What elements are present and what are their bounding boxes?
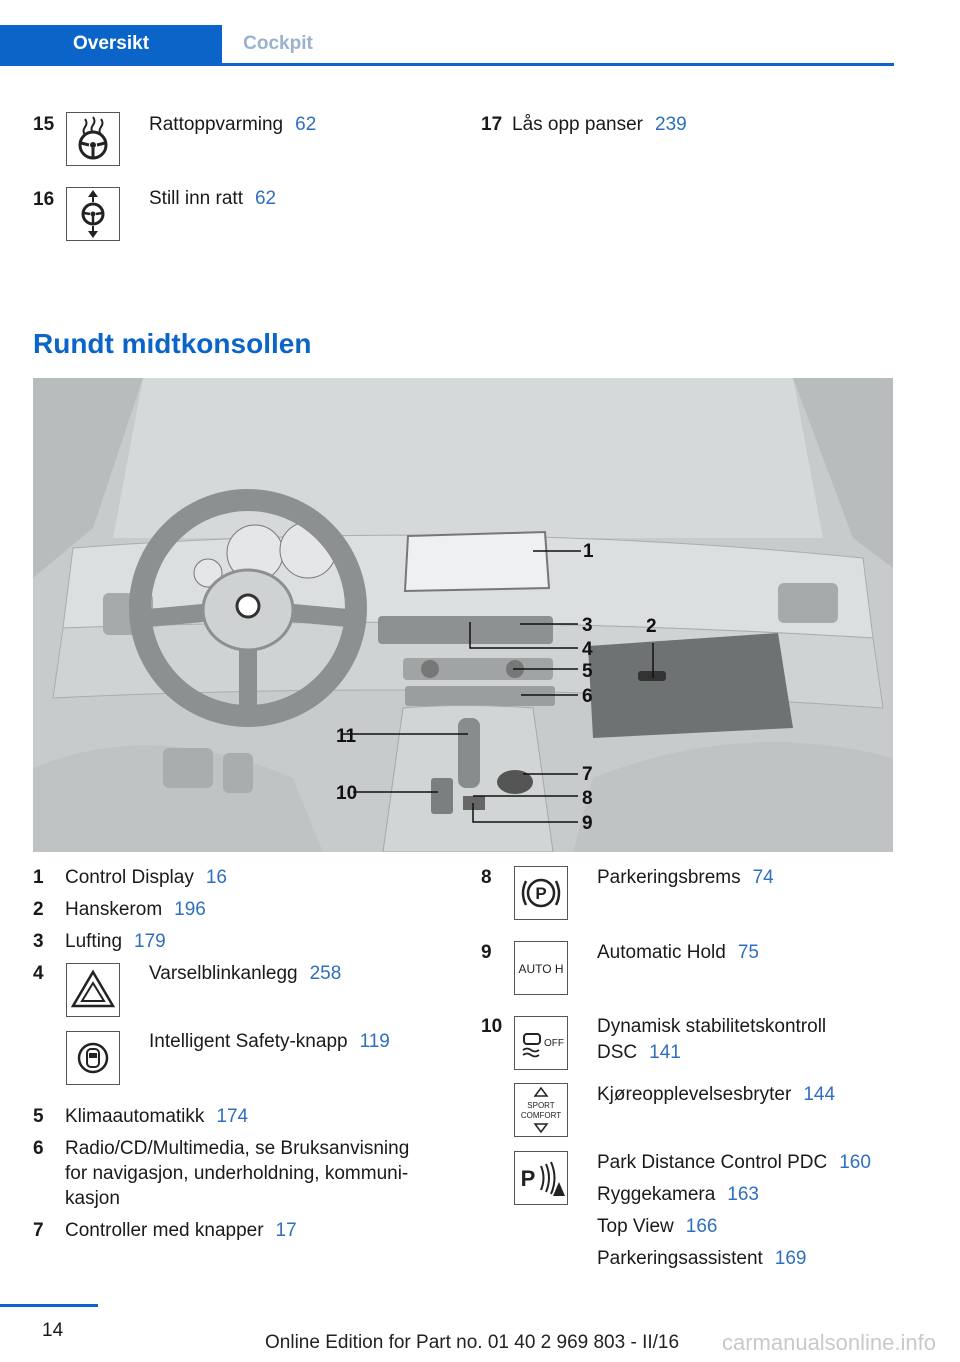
page-ref-link[interactable]: 74 — [752, 867, 774, 888]
item-text: Ryggekamera — [597, 1184, 716, 1205]
svg-text:P: P — [520, 1166, 536, 1191]
item-label — [597, 865, 774, 891]
item-number: 1 — [33, 867, 44, 888]
page-ref-link[interactable]: 239 — [655, 114, 687, 135]
item-number: 8 — [481, 867, 492, 888]
item-text: Kjøreopplevelsesbryter — [597, 1084, 792, 1105]
item-label — [597, 1150, 871, 1176]
callout-label: 2 — [646, 616, 657, 637]
dsc-off-icon — [514, 1016, 568, 1070]
item-text: Control Display — [65, 867, 194, 888]
item-number: 9 — [481, 942, 492, 963]
callout-label: 8 — [582, 788, 593, 809]
page-ref-link[interactable]: 258 — [309, 963, 342, 984]
item-text: Park Distance Control PDC — [597, 1152, 828, 1173]
item-number: 6 — [33, 1138, 44, 1159]
page-ref-link[interactable]: 163 — [727, 1184, 759, 1205]
hazard-triangle-icon — [66, 963, 120, 1017]
item-number: 15 — [33, 114, 55, 135]
page-ref-link[interactable]: 17 — [275, 1220, 297, 1241]
footer-rule — [0, 1304, 98, 1307]
item-label-line: kasjon — [65, 1188, 120, 1209]
page-ref-link[interactable]: 16 — [205, 867, 227, 888]
center-console-illustration — [33, 378, 893, 852]
svg-text:P: P — [535, 884, 547, 903]
page-ref-link[interactable]: 166 — [685, 1216, 718, 1237]
auto-hold-icon-text: AUTO H — [518, 962, 564, 976]
item-label — [65, 865, 227, 891]
item-label — [149, 186, 276, 212]
item-text: Parkeringsbrems — [597, 867, 741, 888]
item-label — [149, 1029, 390, 1055]
item-text: DSC — [597, 1042, 638, 1063]
item-text: Varselblinkanlegg — [149, 963, 298, 984]
page-ref-link[interactable]: 75 — [737, 942, 759, 963]
item-text: Still inn ratt — [149, 188, 243, 209]
item-text: Klimaautomatikk — [65, 1106, 205, 1127]
item-number: 3 — [33, 931, 44, 952]
page-ref-link[interactable]: 119 — [359, 1031, 390, 1052]
callout-label: 10 — [336, 783, 358, 804]
callout-label: 6 — [582, 686, 593, 707]
page-ref-link[interactable]: 160 — [839, 1152, 871, 1173]
item-label — [597, 1246, 807, 1272]
callout-label: 1 — [583, 541, 594, 562]
sport-comfort-icon — [514, 1083, 568, 1137]
item-text: Parkeringsassistent — [597, 1248, 763, 1269]
item-label — [597, 940, 759, 966]
intelligent-safety-icon — [66, 1031, 120, 1085]
auto-hold-icon — [514, 941, 568, 995]
tab-oversikt[interactable]: Oversikt — [0, 25, 222, 63]
callout-label: 5 — [582, 661, 593, 682]
item-label — [65, 1218, 297, 1244]
dsc-off-icon-text: OFF — [544, 1038, 564, 1049]
edition-text: Online Edition for Part no. 01 40 2 969 803 - II/16 — [265, 1332, 680, 1353]
page-ref-link[interactable]: 196 — [174, 899, 206, 920]
steering-adjust-icon — [66, 187, 120, 241]
page-ref-link[interactable]: 174 — [216, 1106, 249, 1127]
page-ref-link[interactable]: 169 — [774, 1248, 807, 1269]
item-number: 17 — [481, 114, 503, 135]
item-label — [65, 897, 206, 923]
item-number: 4 — [33, 963, 44, 984]
item-label: Dynamisk stabilitetskontroll — [597, 1016, 827, 1037]
item-label — [597, 1182, 759, 1208]
item-label — [65, 929, 166, 955]
page-ref-link[interactable]: 179 — [134, 931, 166, 952]
item-label — [65, 1104, 248, 1130]
pdc-icon — [514, 1151, 568, 1205]
item-label — [597, 1214, 717, 1240]
item-text: Automatic Hold — [597, 942, 726, 963]
sport-label: SPORT — [527, 1101, 555, 1110]
callout-label: 9 — [582, 813, 593, 834]
watermark: carmanualsonline.info — [721, 1330, 936, 1355]
item-text: Controller med knapper — [65, 1220, 264, 1241]
comfort-label: COMFORT — [520, 1111, 562, 1120]
tab-cockpit[interactable]: Cockpit — [243, 33, 313, 54]
item-label-line: for navigasjon, underholdning, kommuni- — [65, 1163, 409, 1184]
item-text: Lufting — [65, 931, 123, 952]
item-text: Lås opp panser — [512, 114, 643, 135]
item-label-line: Radio/CD/Multimedia, se Bruksanvisning — [65, 1138, 410, 1159]
item-text: Top View — [597, 1216, 674, 1237]
page-ref-link[interactable]: 144 — [803, 1084, 836, 1105]
page-ref-link[interactable]: 62 — [295, 114, 317, 135]
item-label — [149, 112, 316, 138]
item-text: Hanskerom — [65, 899, 163, 920]
item-number: 16 — [33, 189, 55, 210]
callout-label: 11 — [336, 726, 357, 747]
callout-label: 7 — [582, 764, 593, 785]
item-text: Rattoppvarming — [149, 114, 284, 135]
steering-heat-icon — [66, 112, 120, 166]
item-number: 5 — [33, 1106, 44, 1127]
item-label — [149, 961, 341, 987]
item-label — [597, 1082, 835, 1108]
parking-brake-icon — [514, 866, 568, 920]
item-label — [512, 112, 687, 138]
callout-label: 4 — [582, 639, 593, 660]
callout-label: 3 — [582, 615, 593, 636]
section-title: Rundt midtkonsollen — [33, 328, 312, 359]
item-number: 7 — [33, 1220, 44, 1241]
item-number: 2 — [33, 899, 44, 920]
page-number: 14 — [42, 1320, 64, 1341]
item-text: Intelligent Safety-knapp — [149, 1031, 348, 1052]
item-label — [597, 1040, 681, 1066]
item-number: 10 — [481, 1016, 503, 1037]
page-ref-link[interactable]: 62 — [254, 188, 277, 209]
page-ref-link[interactable]: 141 — [649, 1042, 681, 1063]
chapter-tab-bar — [0, 25, 894, 66]
